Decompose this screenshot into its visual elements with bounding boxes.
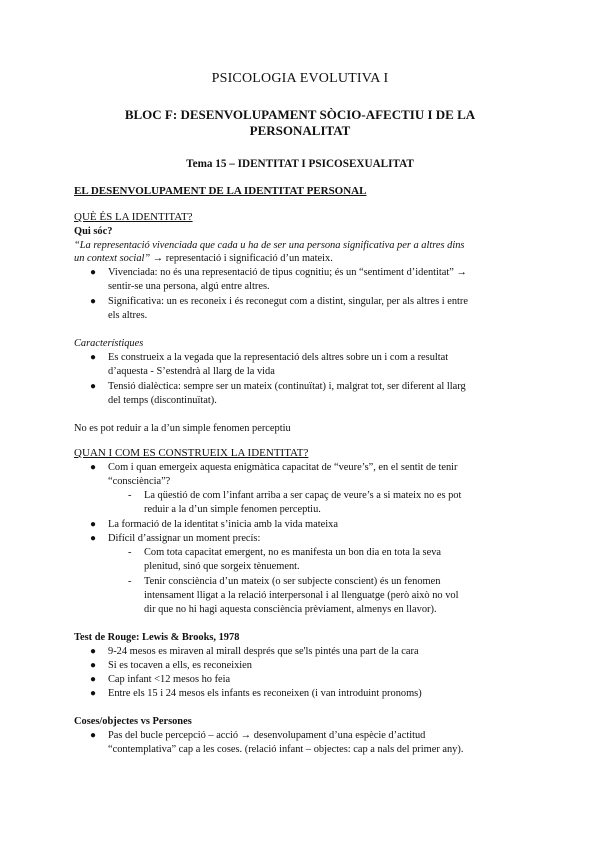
bullet-icon: ● — [90, 660, 97, 671]
list-item-line: Es construeix a la vegada que la representació dels altres sobre un i com a resultat — [108, 352, 449, 363]
sub-item-line: plenitud, sinó que sorgeix tènuement. — [144, 561, 300, 572]
list-item-line: 9-24 mesos es miraven al mirall després que se'ls pintés una part de la cara — [108, 646, 419, 657]
characteristics-heading: Característiques — [74, 338, 144, 349]
sub-item-line: reduir a la d’un simple fenomen perceptiu. — [144, 504, 321, 515]
sub-item-line: intensament lligat a la relació interpersonal i al llenguatge (però això no vol — [144, 590, 459, 601]
who-am-i: Qui sóc? — [74, 226, 113, 237]
quote-line-2-rest: → representació i significació d’un mateix. — [150, 253, 333, 264]
subheading-what-is-identity: QUÈ ÉS LA IDENTITAT? — [74, 211, 193, 223]
sub-item-line: Tenir consciència d’un mateix (o ser subjecte conscient) és un fenomen — [144, 576, 441, 587]
list-item-line: Cap infant <12 mesos ho feia — [108, 674, 231, 685]
section-heading-rouge-test: Test de Rouge: Lewis & Brooks, 1978 — [74, 632, 240, 643]
quote-line-2 — [74, 252, 333, 265]
list-item-line: sentir-se una persona, algú entre altres. — [108, 281, 270, 292]
sub-item-line: dir que no hi hagi aquesta consciència prèviament, almenys en llavor). — [144, 604, 437, 615]
bullet-icon: ● — [90, 688, 97, 699]
list-item-line: La formació de la identitat s’inicia amb la vida mateixa — [108, 519, 338, 530]
list-item-line: Com i quan emergeix aquesta enigmàtica capacitat de “veure’s”, en el sentit de tenir — [108, 462, 458, 473]
list-item-line: els altres. — [108, 310, 148, 321]
bullet-icon: ● — [90, 267, 97, 278]
list-item-line: Si es tocaven a ells, es reconeixien — [108, 660, 252, 671]
bullet-icon: ● — [90, 730, 97, 741]
block-title: BLOC F: DESENVOLUPAMENT SÒCIO-AFECTIU I DE LA PERSONALITAT — [124, 107, 476, 138]
list-item-line: Tensió dialèctica: sempre ser un mateix (continuïtat) i, malgrat tot, ser diferent al llarg — [108, 381, 466, 392]
quote-line-1: “La representació vivenciada que cada u ha de ser una persona significativa per a altres dins — [74, 240, 465, 251]
dash-icon: - — [128, 576, 132, 587]
bullet-icon: ● — [90, 381, 97, 392]
sub-item-line: La qüestió de com l’infant arriba a ser capaç de veure’s a si mateix no es pot — [144, 490, 462, 501]
list-item-line: d’aquesta - S’estendrà al llarg de la vida — [108, 366, 275, 377]
list-item-line: Significativa: un es reconeix i és reconegut com a distint, singular, per als altres i entre — [108, 296, 468, 307]
bullet-icon: ● — [90, 519, 97, 530]
dash-icon: - — [128, 547, 132, 558]
topic-title: Tema 15 – IDENTITAT I PSICOSEXUALITAT — [186, 158, 414, 170]
dash-icon: - — [128, 490, 132, 501]
list-item-line: Entre els 15 i 24 mesos els infants es reconeixen (i van introduint pronoms) — [108, 688, 422, 699]
list-item-line: Vivenciada: no és una representació de tipus cognitiu; és un “sentiment d’identitat” → — [108, 267, 467, 278]
bullet-icon: ● — [90, 462, 97, 473]
bullet-icon: ● — [90, 352, 97, 363]
bullet-icon: ● — [90, 533, 97, 544]
list-item-line: del temps (discontinuïtat). — [108, 395, 217, 406]
list-item-line: “consciència”? — [108, 476, 171, 487]
bullet-icon: ● — [90, 674, 97, 685]
bullet-icon: ● — [90, 646, 97, 657]
section-heading-identity: EL DESENVOLUPAMENT DE LA IDENTITAT PERSONAL — [74, 185, 367, 197]
list-item-line: Difícil d’assignar un moment precís: — [108, 533, 261, 544]
list-item-line: Pas del bucle percepció – acció → desenvolupament d’una espècie d’actitud — [108, 730, 426, 741]
sub-item-line: Com tota capacitat emergent, no es manifesta un bon dia en tota la seva — [144, 547, 441, 558]
note-text: No es pot reduir a la d’un simple fenomen perceptiu — [74, 423, 291, 434]
list-item-line: “contemplativa” cap a les coses. (relació infant – objectes: cap a nals del primer any). — [108, 744, 464, 755]
section-heading-when-how: QUAN I COM ES CONSTRUEIX LA IDENTITAT? — [74, 447, 309, 459]
section-heading-objects-vs-persons: Coses/objectes vs Persones — [74, 716, 192, 727]
quote-line-2-italic: un context social” — [74, 253, 151, 264]
bullet-icon: ● — [90, 296, 97, 307]
document-title: PSICOLOGIA EVOLUTIVA I — [211, 71, 389, 86]
